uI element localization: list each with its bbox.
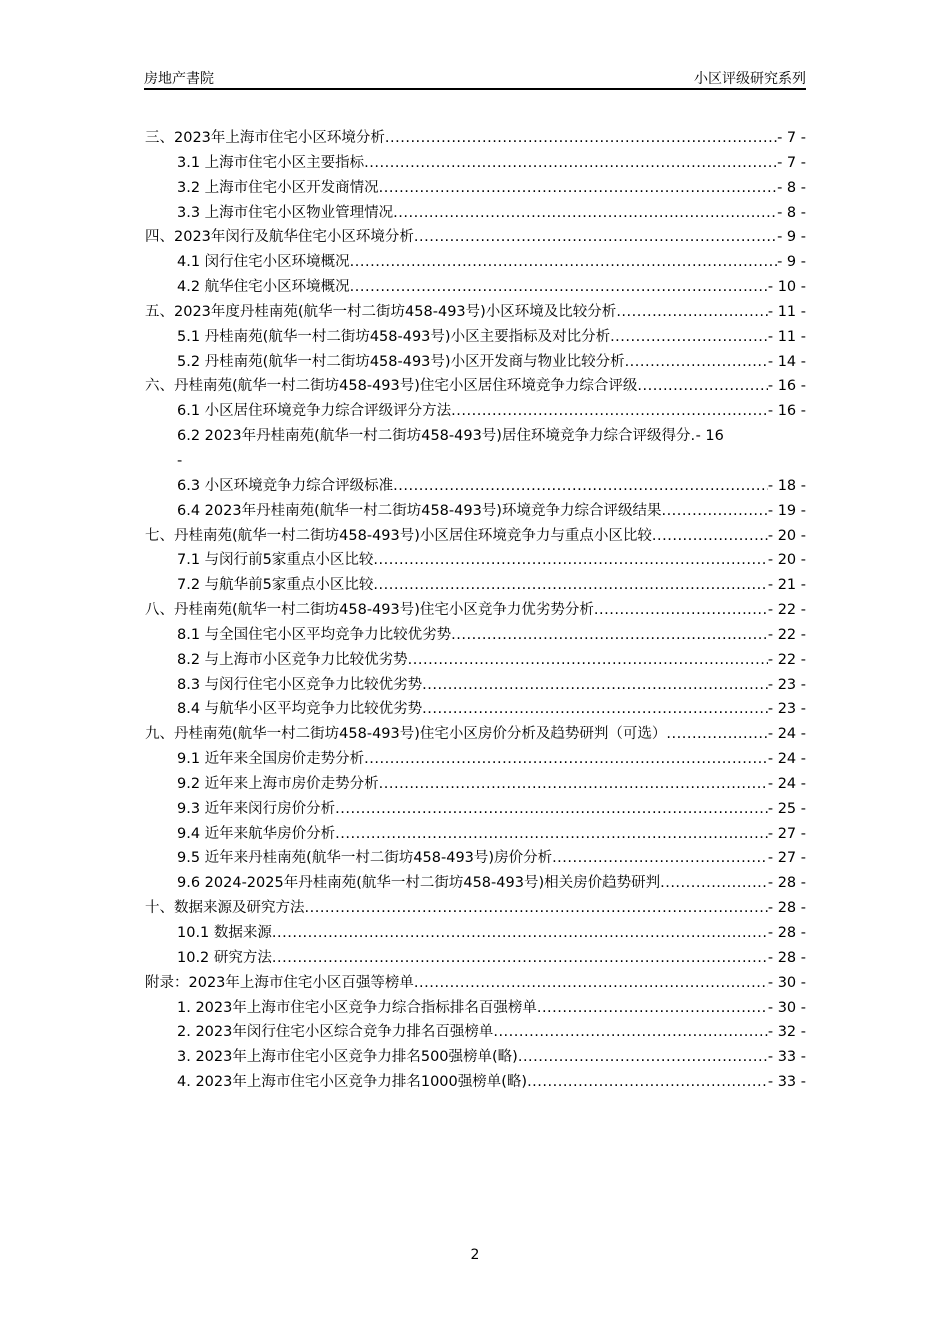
toc-entry-title: 附录：2023年上海市住宅小区百强等榜单 <box>145 974 414 991</box>
toc-entry[interactable] <box>145 374 806 399</box>
toc-leader-dots <box>364 151 777 176</box>
toc-entry-page: - 8 - <box>777 204 806 221</box>
toc-entry-title: 8.3 与闵行住宅小区竞争力比较优劣势 <box>177 676 423 693</box>
toc-entry-page: - 22 - <box>767 651 806 668</box>
toc-entry[interactable] <box>145 474 806 499</box>
toc-entry-page: - 9 - <box>777 229 806 246</box>
toc-entry[interactable] <box>145 996 806 1021</box>
toc-entry-title: 4. 2023年上海市住宅小区竞争力排名1000强榜单(略) <box>177 1074 528 1091</box>
toc-entry[interactable] <box>145 921 806 946</box>
toc-entry-page: - 23 - <box>767 701 806 718</box>
toc-leader-dots <box>493 1020 768 1045</box>
toc-entry-title: 9.2 近年来上海市房价走势分析 <box>177 775 379 792</box>
toc-entry-page: - 9 - <box>777 254 806 271</box>
toc-entry[interactable] <box>145 896 806 921</box>
toc-leader-dots <box>373 573 767 598</box>
toc-leader-dots <box>272 921 768 946</box>
toc-entry-title: 五、2023年度丹桂南苑(航华一村二街坊458-493号)小区环境及比较分析 <box>145 303 617 320</box>
toc-entry-page: - 28 - <box>767 925 806 941</box>
toc-entry-page: - 30 - <box>767 974 806 991</box>
toc-entry-title: 3.3 上海市住宅小区物业管理情况 <box>177 204 394 221</box>
toc-entry-page: - 32 - <box>767 1024 806 1041</box>
toc-entry-title: 7.2 与航华前5家重点小区比较 <box>177 577 374 594</box>
toc-entry-title: 6.4 2023年丹桂南苑(航华一村二街坊458-493号)环境竞争力综合评级结果 <box>177 502 662 519</box>
toc-entry-title: 4.1 闵行住宅小区环境概况 <box>177 254 350 271</box>
toc-entry-page: - 22 - <box>767 602 806 619</box>
toc-entry-page: - 19 - <box>767 502 806 519</box>
toc-entry[interactable] <box>145 573 806 598</box>
toc-leader-dots <box>625 350 768 375</box>
toc-entry-title: 六、丹桂南苑(航华一村二街坊458-493号)住宅小区居住环境竞争力综合评级 <box>145 378 638 395</box>
toc-entry[interactable] <box>145 176 806 201</box>
toc-entry[interactable] <box>145 126 806 151</box>
toc-entry-title: 1. 2023年上海市住宅小区竞争力综合指标排名百强榜单 <box>177 999 537 1016</box>
page-number: 2 <box>470 1247 480 1263</box>
toc-entry-page: - 25 - <box>767 800 806 817</box>
toc-entry-title: 6.3 小区环境竞争力综合评级标准 <box>177 477 394 494</box>
toc-entry[interactable] <box>145 946 806 971</box>
toc-entry-page: - 16 <box>695 428 724 445</box>
toc-leader-dots <box>408 648 768 673</box>
toc-leader-dots <box>379 772 768 797</box>
toc-entry[interactable] <box>145 772 806 797</box>
toc-leader-dots <box>610 325 768 350</box>
toc-entry-title: 6.2 2023年丹桂南苑(航华一村二街坊458-493号)居住环境竞争力综合评级得分 <box>177 428 691 445</box>
toc-entry-page: - 30 - <box>767 999 806 1016</box>
toc-entry-page: - 10 - <box>767 279 806 296</box>
toc-entry-title: 9.5 近年来丹桂南苑(航华一村二街坊458-493号)房价分析 <box>177 850 553 867</box>
toc-leader-dots <box>379 176 777 201</box>
toc-entry-title: 3.2 上海市住宅小区开发商情况 <box>177 179 379 196</box>
toc-entry-title: 8.4 与航华小区平均竞争力比较优劣势 <box>177 701 423 718</box>
toc-entry-title: 四、2023年闵行及航华住宅小区环境分析 <box>145 229 414 246</box>
toc-leader-dots <box>616 300 768 325</box>
toc-entry-page: - 7 - <box>777 154 806 171</box>
toc-leader-dots <box>666 722 767 747</box>
toc-entry-page: - 20 - <box>767 527 806 544</box>
toc-entry[interactable] <box>145 201 806 226</box>
toc-leader-dots <box>422 673 768 698</box>
toc-entry-title: 七、丹桂南苑(航华一村二街坊458-493号)小区居住环境竞争力与重点小区比较 <box>145 527 652 544</box>
header-right: 小区评级研究系列 <box>694 71 806 87</box>
toc-leader-dots <box>451 399 768 424</box>
toc-leader-dots <box>518 1045 768 1070</box>
toc-entry-title: 3. 2023年上海市住宅小区竞争力排名500强榜单(略) <box>177 1049 518 1066</box>
toc-entry-page: - 24 - <box>767 726 806 743</box>
toc-entry[interactable] <box>145 797 806 822</box>
toc-leader-dots <box>272 946 768 971</box>
toc-leader-dots <box>414 971 768 996</box>
toc-entry-title: 5.1 丹桂南苑(航华一村二街坊458-493号)小区主要指标及对比分析 <box>177 328 611 345</box>
toc-leader-dots <box>305 896 768 921</box>
toc-entry[interactable] <box>145 1070 806 1095</box>
toc-entry[interactable] <box>145 1020 806 1045</box>
toc-leader-dots <box>393 474 768 499</box>
toc-entry[interactable] <box>145 424 806 449</box>
toc-entry[interactable] <box>145 151 806 176</box>
toc-entry[interactable] <box>145 971 806 996</box>
toc-entry-page: - 14 - <box>767 353 806 370</box>
toc-entry[interactable] <box>145 225 806 250</box>
toc-entry-page: - 27 - <box>767 850 806 867</box>
toc-entry-page: - 28 - <box>767 949 806 966</box>
toc-leader-dots <box>451 623 768 648</box>
toc-entry-page: - 27 - <box>767 825 806 842</box>
toc-entry-title: 9.1 近年来全国房价走势分析 <box>177 751 365 768</box>
toc-entry-page: - 11 - <box>767 303 806 320</box>
toc-entry[interactable] <box>145 846 806 871</box>
toc-entry-title: 10.1 数据来源 <box>177 925 272 941</box>
toc-entry-title: 九、丹桂南苑(航华一村二街坊458-493号)住宅小区房价分析及趋势研判（可选） <box>145 726 667 743</box>
toc-entry[interactable] <box>145 697 806 722</box>
toc-entry[interactable] <box>145 250 806 275</box>
toc-leader-dots <box>373 548 767 573</box>
toc-entry-page: - 23 - <box>767 676 806 693</box>
table-of-contents <box>145 126 806 1095</box>
toc-entry-title: 2. 2023年闵行住宅小区综合竞争力排名百强榜单 <box>177 1024 494 1041</box>
toc-entry-title: 8.2 与上海市小区竞争力比较优劣势 <box>177 651 408 668</box>
toc-entry-title: 9.6 2024-2025年丹桂南苑(航华一村二街坊458-493号)相关房价趋势研判 <box>177 875 661 892</box>
toc-entry[interactable] <box>145 1045 806 1070</box>
toc-entry[interactable] <box>145 598 806 623</box>
toc-leader-dots <box>422 697 768 722</box>
toc-entry-page: - 16 - <box>767 378 806 395</box>
toc-entry-page: - 28 - <box>767 900 806 917</box>
toc-entry-title: 4.2 航华住宅小区环境概况 <box>177 279 350 296</box>
toc-leader-dots <box>414 225 777 250</box>
toc-entry-title: 三、2023年上海市住宅小区环境分析 <box>145 130 385 146</box>
toc-entry-page: - 20 - <box>767 552 806 569</box>
toc-leader-dots <box>594 598 768 623</box>
toc-entry-page: - 21 - <box>767 577 806 594</box>
toc-entry[interactable] <box>145 524 806 549</box>
toc-entry-title: 6.1 小区居住环境竞争力综合评级评分方法 <box>177 403 452 420</box>
toc-entry-page: - 7 - <box>777 130 806 146</box>
toc-leader-dots <box>661 499 767 524</box>
toc-leader-dots <box>552 846 768 871</box>
toc-entry-title: 9.4 近年来航华房价分析 <box>177 825 336 842</box>
toc-entry-title: 8.1 与全国住宅小区平均竞争力比较优劣势 <box>177 626 452 643</box>
toc-leader-dots <box>350 275 768 300</box>
toc-leader-dots <box>335 797 768 822</box>
toc-entry-page: - 16 - <box>767 403 806 420</box>
page-header <box>144 66 806 90</box>
toc-entry-page-continuation: - <box>177 452 183 469</box>
toc-entry[interactable] <box>145 300 806 325</box>
toc-leader-dots <box>637 374 767 399</box>
toc-leader-dots <box>335 822 768 847</box>
toc-entry-page: - 24 - <box>767 775 806 792</box>
toc-entry-page: - 33 - <box>767 1074 806 1091</box>
toc-entry-title: 9.3 近年来闵行房价分析 <box>177 800 336 817</box>
toc-leader-dots <box>385 126 777 151</box>
toc-leader-dots <box>364 747 768 772</box>
toc-entry-title: 十、数据来源及研究方法 <box>145 900 305 917</box>
toc-entry[interactable] <box>145 722 806 747</box>
toc-entry-page: - 28 - <box>767 875 806 892</box>
toc-entry[interactable] <box>145 350 806 375</box>
toc-entry[interactable] <box>145 399 806 424</box>
toc-leader-dots <box>393 201 777 226</box>
toc-entry-title: 7.1 与闵行前5家重点小区比较 <box>177 552 374 569</box>
toc-leader-dots <box>527 1070 768 1095</box>
toc-entry[interactable] <box>145 822 806 847</box>
toc-entry-page: - 8 - <box>777 179 806 196</box>
toc-entry[interactable] <box>145 648 806 673</box>
toc-entry-title: 5.2 丹桂南苑(航华一村二街坊458-493号)小区开发商与物业比较分析 <box>177 353 625 370</box>
toc-entry[interactable] <box>145 499 806 524</box>
toc-leader-dots <box>350 250 777 275</box>
toc-entry-page: - 24 - <box>767 751 806 768</box>
toc-leader-dots <box>660 871 768 896</box>
toc-leader-dots <box>652 524 768 549</box>
toc-entry-title: 八、丹桂南苑(航华一村二街坊458-493号)住宅小区竞争力优劣势分析 <box>145 602 594 619</box>
toc-entry-title: 10.2 研究方法 <box>177 949 272 966</box>
toc-entry-page: - 11 - <box>767 328 806 345</box>
toc-entry[interactable] <box>145 747 806 772</box>
header-left: 房地产書院 <box>144 71 214 87</box>
toc-entry-title: 3.1 上海市住宅小区主要指标 <box>177 154 365 171</box>
toc-entry[interactable] <box>145 325 806 350</box>
toc-leader-dots <box>537 996 768 1021</box>
toc-entry-page: - 22 - <box>767 626 806 643</box>
toc-entry[interactable] <box>145 871 806 896</box>
toc-entry[interactable] <box>145 623 806 648</box>
toc-entry-page: - 18 - <box>767 477 806 494</box>
toc-entry[interactable] <box>145 275 806 300</box>
toc-entry[interactable] <box>145 673 806 698</box>
toc-entry-page: - 33 - <box>767 1049 806 1066</box>
toc-entry[interactable] <box>145 548 806 573</box>
